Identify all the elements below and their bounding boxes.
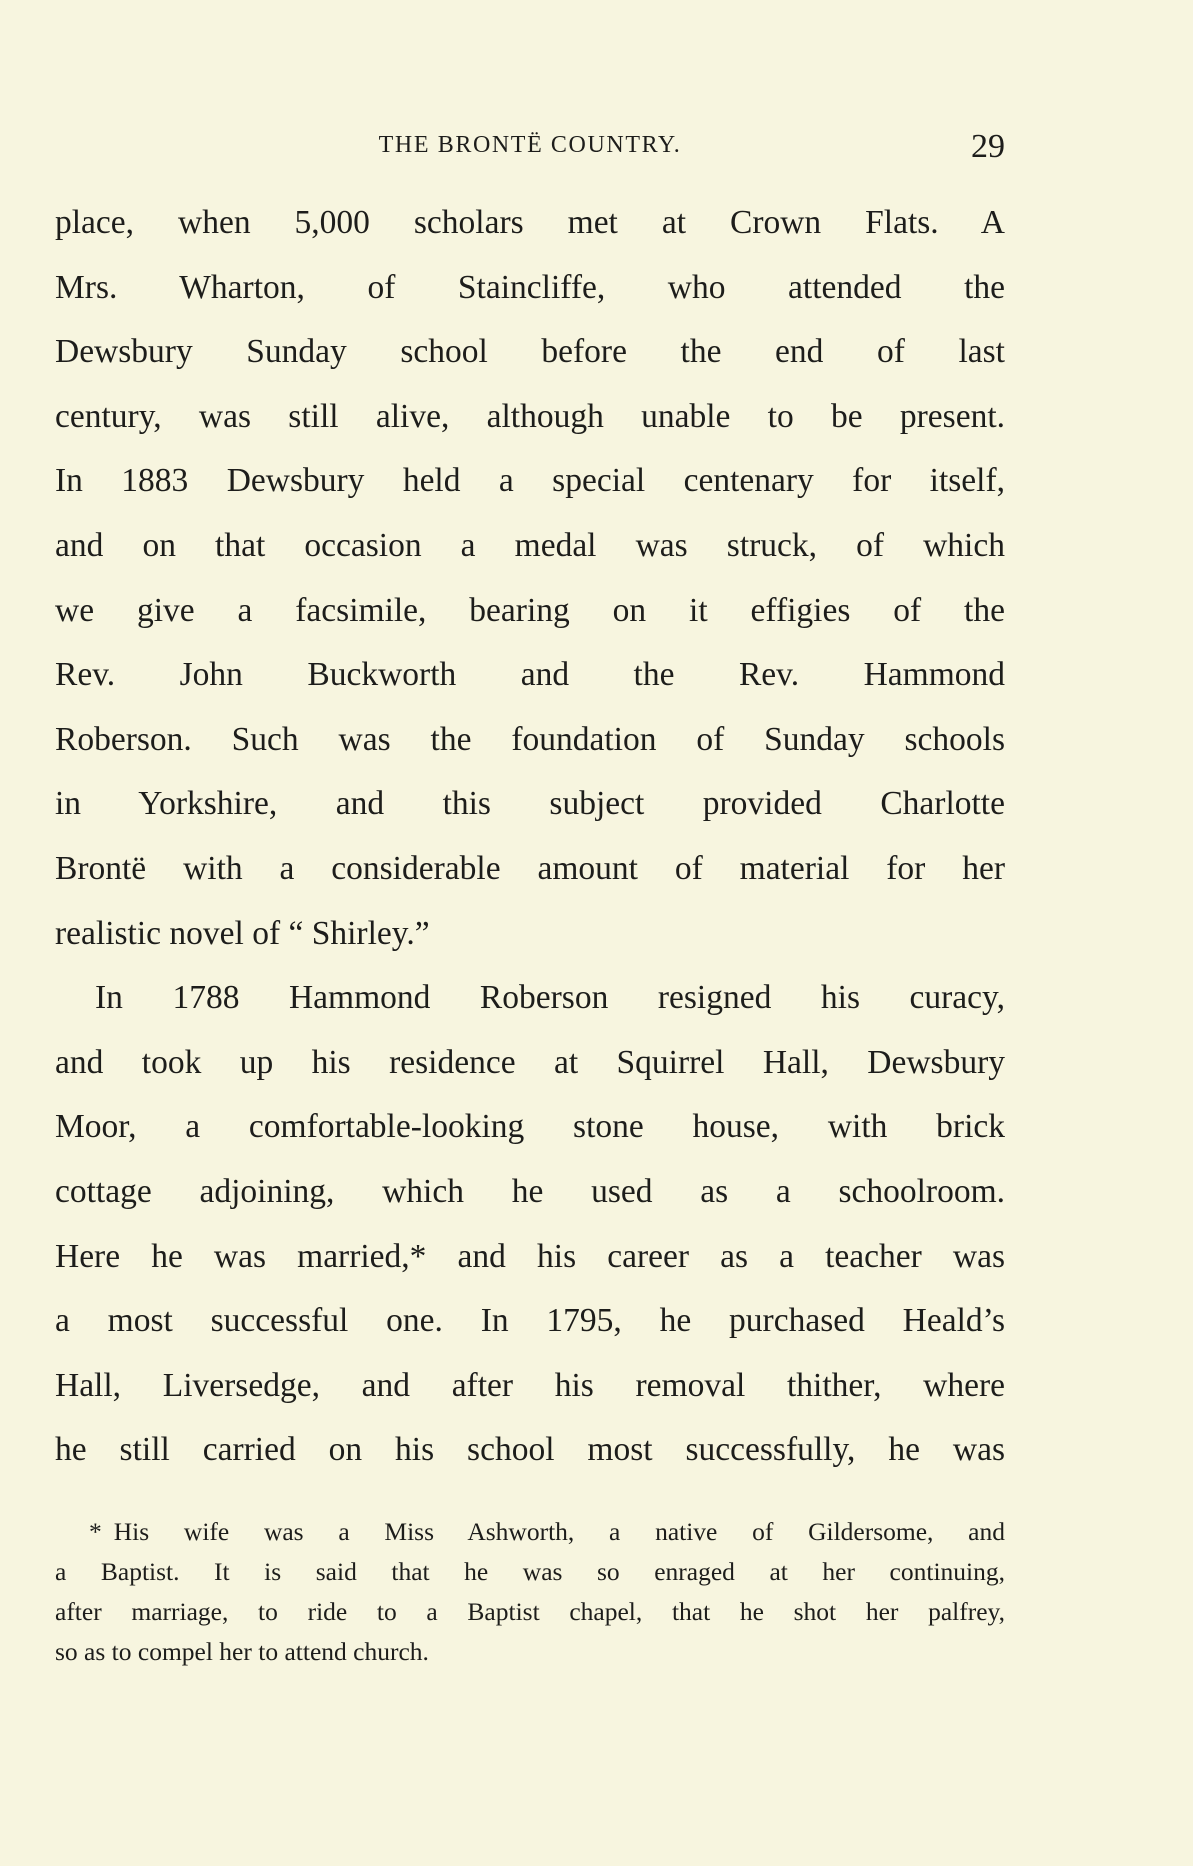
footnote-text: His wife was a Miss Ashworth, a native of Gildersome, and [113, 1517, 1005, 1546]
text-line: we give a facsimile, bearing on it effigies of the [55, 591, 1005, 629]
text-line: place, when 5,000 scholars met at Crown Flats. A [55, 204, 1005, 241]
text-line: Rev. John Buckworth and the Rev. Hammond [55, 656, 1005, 694]
page-number: 29 [971, 128, 1005, 165]
text-line: and on that occasion a medal was struck, of which [55, 526, 1005, 564]
text-line: In 1883 Dewsbury held a special centenary for itself, [55, 462, 1005, 500]
text-line: century, was still alive, although unable to be present. [55, 397, 1005, 435]
paragraph-end-line: realistic novel of “ Shirley.” [55, 914, 430, 952]
text-line: Moor, a comfortable-looking stone house, with brick [55, 1108, 1005, 1146]
footnote [55, 1512, 1005, 1672]
footnote-line: so as to compel her to attend church. [55, 1637, 429, 1666]
text-line: and took up his residence at Squirrel Hall, Dewsbury [55, 1043, 1005, 1081]
running-title: THE BRONTË COUNTRY. [378, 132, 682, 158]
paragraph-start-line: In 1788 Hammond Roberson resigned his curacy, [95, 979, 1005, 1017]
text-line: in Yorkshire, and this subject provided Charlotte [55, 785, 1005, 823]
text-line: a most successful one. In 1795, he purchased Heald’s [55, 1302, 1005, 1340]
footnote-first-line [55, 1512, 1005, 1552]
footnote-marker: * [89, 1517, 102, 1546]
text-line: Mrs. Wharton, of Staincliffe, who attended the [55, 268, 1005, 306]
text-line: he still carried on his school most successfully, he was [55, 1431, 1005, 1469]
text-line: Dewsbury Sunday school before the end of last [55, 333, 1005, 371]
footnote-line: after marriage, to ride to a Baptist chapel, that he shot her palfrey, [55, 1597, 1005, 1626]
footnote-line: a Baptist. It is said that he was so enraged at her continuing, [55, 1557, 1005, 1586]
text-line: Hall, Liversedge, and after his removal thither, where [55, 1366, 1005, 1404]
text-line: Here he was married,* and his career as a teacher was [55, 1237, 1005, 1275]
text-line: Roberson. Such was the foundation of Sunday schools [55, 720, 1005, 758]
running-head [55, 128, 1005, 168]
text-line: Brontë with a considerable amount of material for her [55, 849, 1005, 887]
text-line: cottage adjoining, which he used as a schoolroom. [55, 1172, 1005, 1210]
body-text [55, 191, 1005, 1483]
